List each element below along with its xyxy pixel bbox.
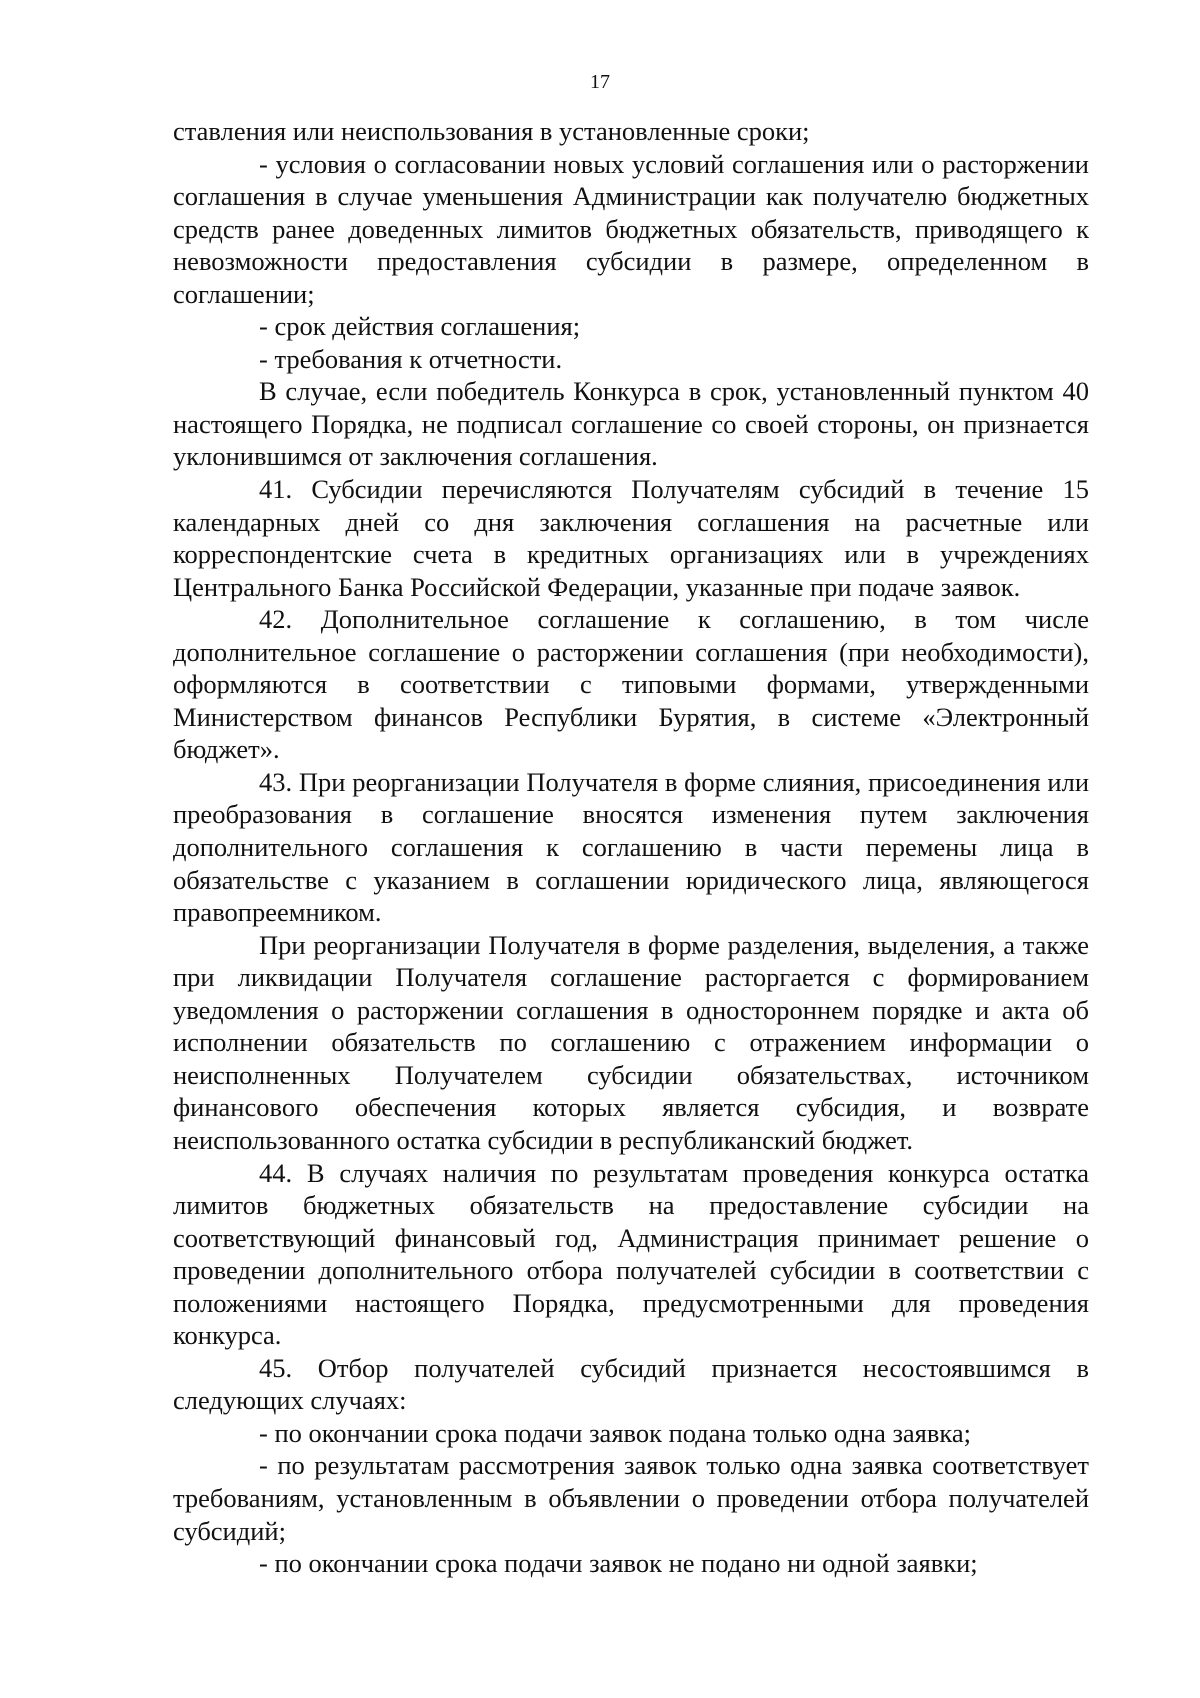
paragraph-list-item: - требования к отчетности.: [259, 343, 563, 374]
paragraph: В случае, если победитель Конкурса в срок, установленный пунктом 40 настоящего Порядка, не подписал соглашение со своей стороны, он признается уклонившимся от заключения соглашения.: [173, 376, 1089, 472]
paragraph-continuation: ставления или неиспользования в установленные сроки;: [173, 116, 810, 146]
paragraph-list-item: - срок действия соглашения;: [259, 311, 581, 342]
paragraph-clause-41: 41. Субсидии перечисляются Получателям субсидий в течение 15 календарных дней со дня заключения соглашения на расчетные или корреспондентские счета в кредитных организациях или в учреждениях Центрального Банка Российской Федерации, указанные при подаче заявок.: [173, 474, 1089, 602]
paragraph-clause-45: 45. Отбор получателей субсидий признается несостоявшимся в следующих случаях:: [173, 1352, 1089, 1416]
document-body: [173, 115, 1089, 1580]
paragraph: При реорганизации Получателя в форме разделения, выделения, а также при ликвидации Получателя соглашение расторгается с формированием уведомления о расторжении соглашения в одностороннем порядке и акта об исполнении обязательств по соглашению с отражением информации о неисполненных Получателем субсидии обязательствах, источником финансового обеспечения которых является субсидия, и возврате неиспользованного остатка субсидии в республиканский бюджет.: [173, 929, 1089, 1155]
page-number: 17: [590, 71, 610, 93]
paragraph-list-item: - по окончании срока подачи заявок подана только одна заявка;: [259, 1417, 971, 1448]
paragraph-clause-43: 43. При реорганизации Получателя в форме слияния, присоединения или преобразования в соглашение вносятся изменения путем заключения дополнительного соглашения к соглашению в части перемены лица в обязательстве с указанием в соглашении юридического лица, являющегося правопреемником.: [173, 766, 1089, 928]
paragraph-clause-42: 42. Дополнительное соглашение к соглашению, в том числе дополнительное соглашение о расторжении соглашения (при необходимости), оформляются в соответствии с типовыми формами, утвержденными Министерством финансов Республики Бурятия, в системе «Электронный бюджет».: [173, 604, 1089, 765]
paragraph-list-item: - условия о согласовании новых условий соглашения или о расторжении соглашения в случае уменьшения Администрации как получателю бюджетных средств ранее доведенных лимитов бюджетных обязательств, приводящего к невозможности предоставления субсидии в размере, определенном в соглашении;: [173, 148, 1089, 309]
paragraph-list-item: - по результатам рассмотрения заявок только одна заявка соответствует требованиям, установленным в объявлении о проведении отбора получателей субсидий;: [173, 1450, 1089, 1546]
paragraph-list-item: - по окончании срока подачи заявок не подано ни одной заявки;: [259, 1548, 978, 1579]
paragraph-clause-44: 44. В случаях наличия по результатам проведения конкурса остатка лимитов бюджетных обязательств на предоставление субсидии на соответствующий финансовый год, Администрация принимает решение о проведении дополнительного отбора получателей субсидии в соответствии с положениями настоящего Порядка, предусмотренными для проведения конкурса.: [173, 1157, 1089, 1351]
